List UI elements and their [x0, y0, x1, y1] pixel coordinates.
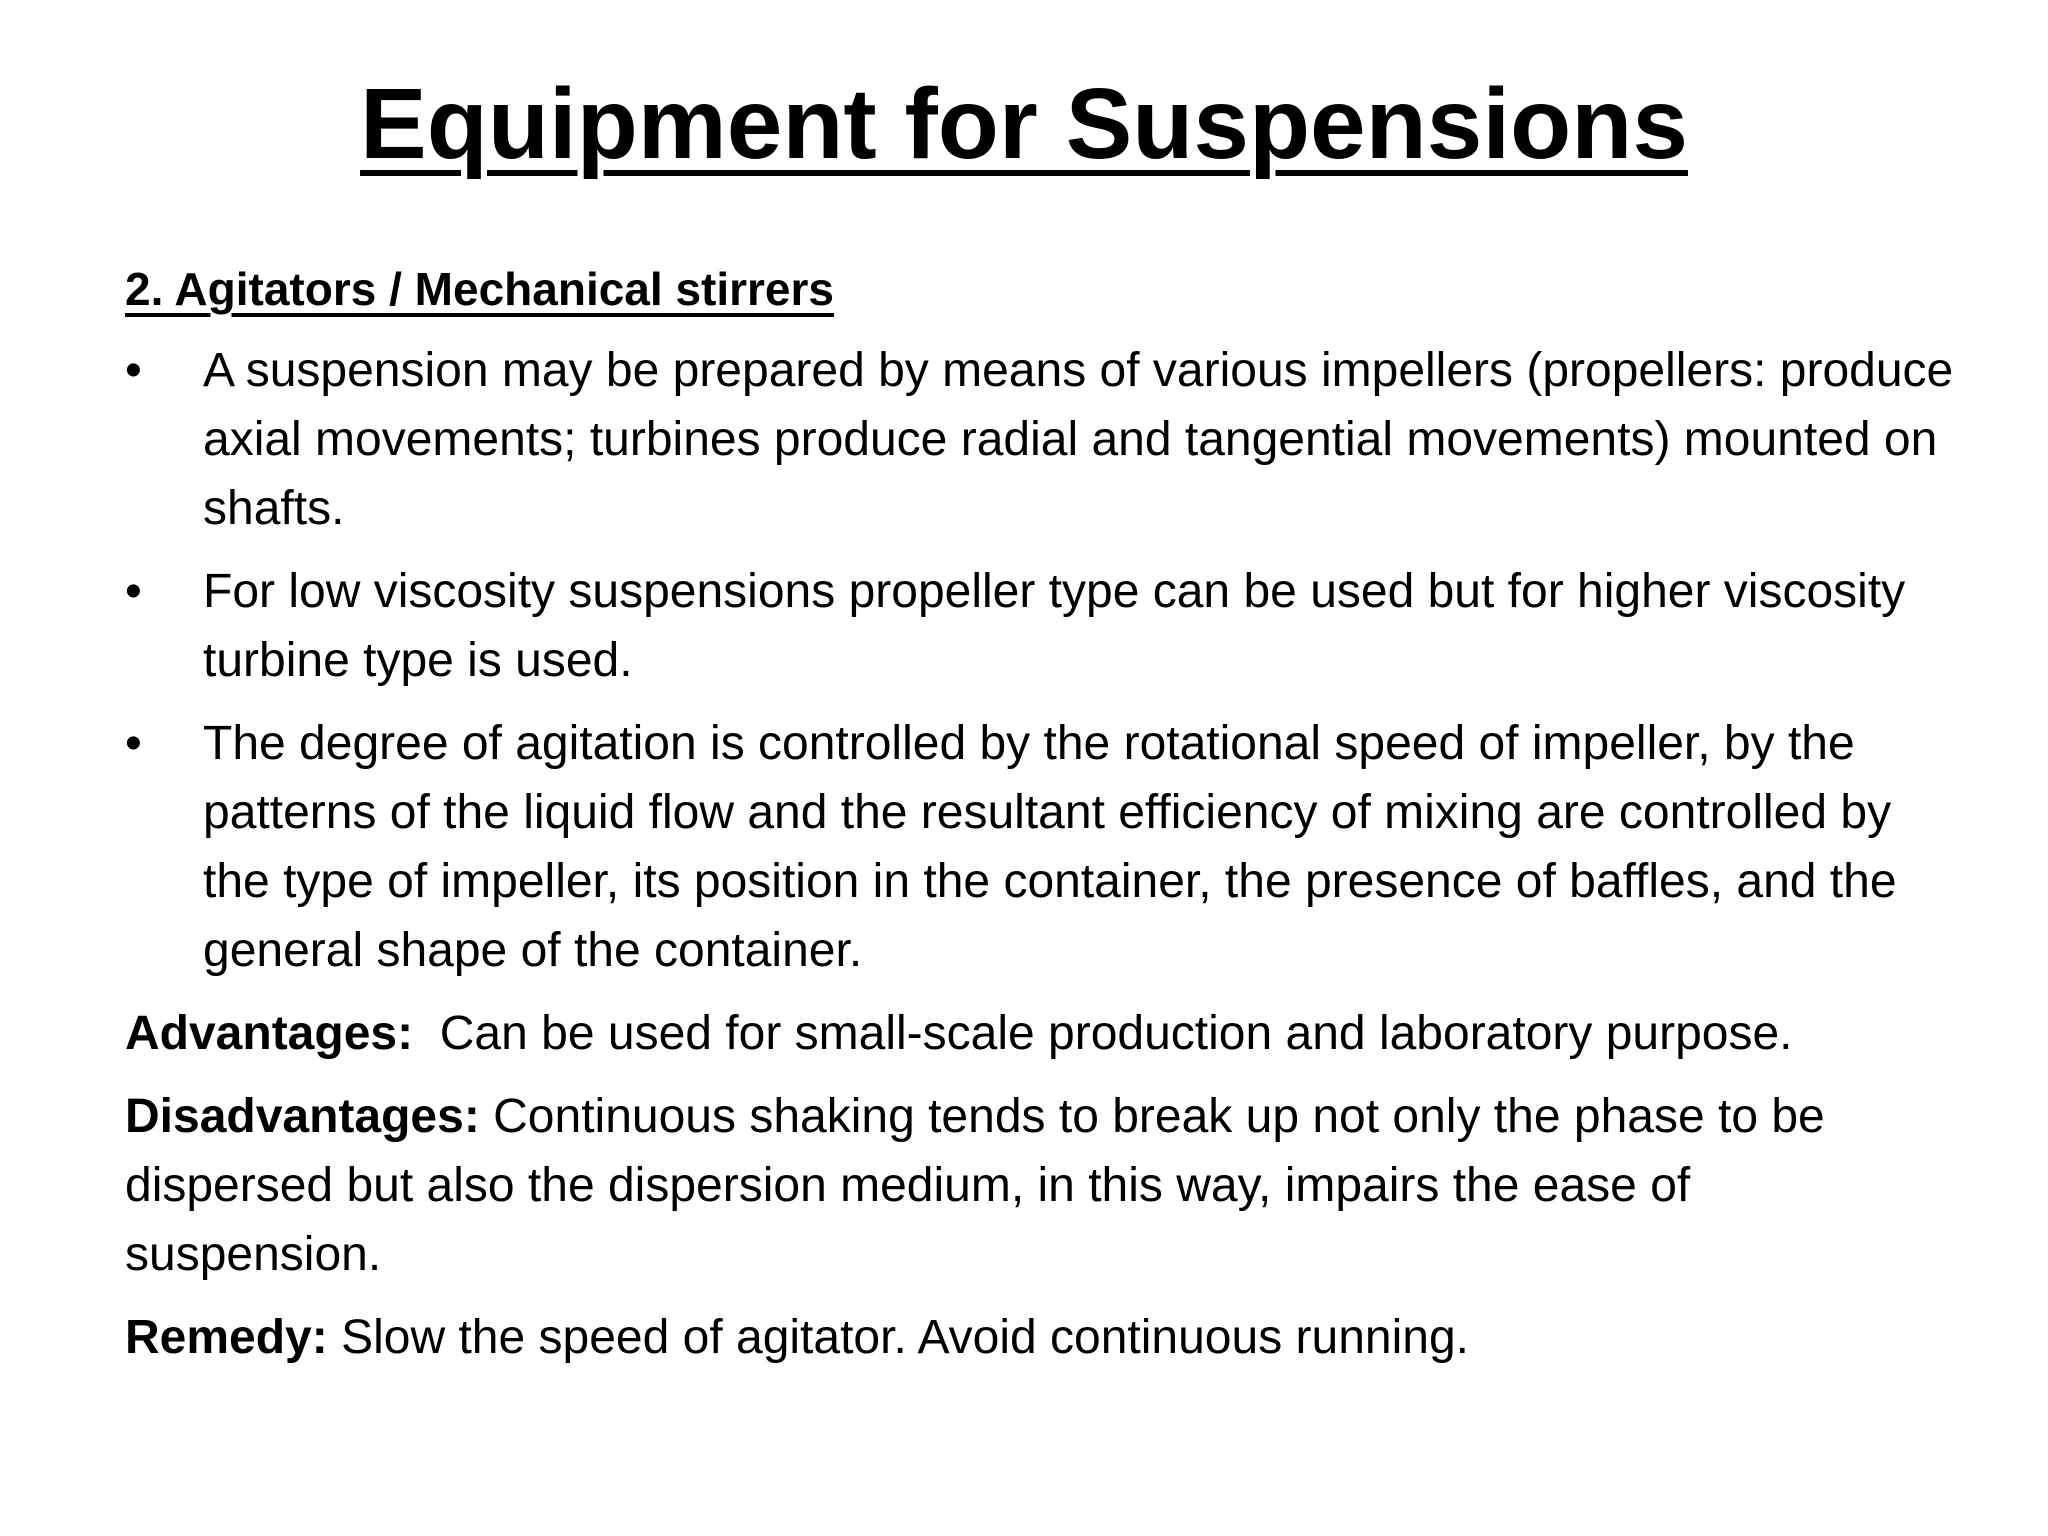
bullet-item [125, 709, 1955, 985]
disadvantages-label: Disadvantages: [125, 1090, 480, 1143]
advantages-text: Can be used for small-scale production and laboratory purpose. [439, 1007, 1793, 1060]
bullet-icon: • [125, 565, 142, 618]
bullet-icon: • [125, 344, 142, 397]
bullet-text: A suspension may be prepared by means of various impellers (propellers: produce axial movements; turbines produce radial and tangential movements) mounted on shafts. [203, 344, 1954, 535]
bullet-icon: • [125, 717, 142, 770]
slide-title-text: Equipment for Suspensions [360, 68, 1688, 180]
remedy-text: Slow the speed of agitator. Avoid continuous running. [341, 1311, 1469, 1364]
advantages-paragraph [125, 999, 1955, 1068]
bullet-list [125, 336, 1955, 985]
slide-title [0, 64, 2048, 184]
bullet-text: The degree of agitation is controlled by the rotational speed of impeller, by the patterns of the liquid flow and the resultant efficiency of mixing are controlled by the type of impeller, its position in the container, the presence of baffles, and the general shape of the container. [203, 717, 1897, 977]
slide-content [125, 255, 1955, 1386]
bullet-text: For low viscosity suspensions propeller type can be used but for higher viscosity turbine type is used. [203, 565, 1906, 687]
bullet-item [125, 336, 1955, 543]
section-subheading: 2. Agitators / Mechanical stirrers [125, 263, 835, 315]
disadvantages-text: Continuous shaking tends to break up not only the phase to be dispersed but also the dispersion medium, in this way, impairs the ease of suspension. [125, 1090, 1825, 1281]
disadvantages-paragraph [125, 1082, 1955, 1289]
remedy-paragraph [125, 1303, 1955, 1372]
advantages-label: Advantages: [125, 1007, 414, 1060]
remedy-label: Remedy: [125, 1311, 328, 1364]
bullet-item [125, 557, 1955, 695]
